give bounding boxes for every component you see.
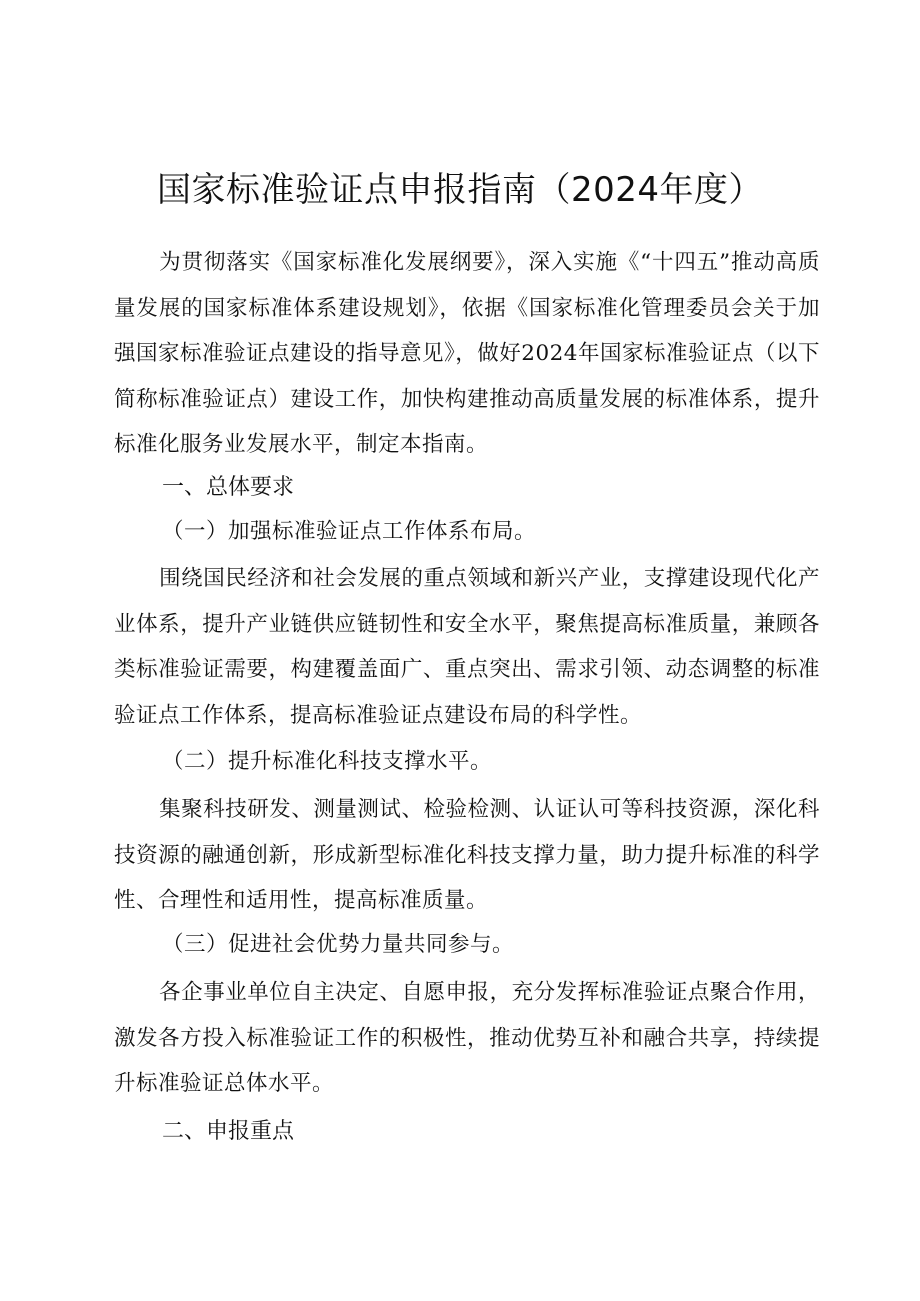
section-heading-application-focus: 二、申报重点 [162, 1119, 295, 1144]
subsection-paragraph-3: 各企事业单位自主决定、自愿申报，充分发挥标准验证点聚合作用，激发各方投入标准验证工作的积极性，推动优势互补和融合共享，持续提升标准验证总体水平。 [114, 980, 820, 1096]
intro-paragraph: 为贯彻落实《国家标准化发展纲要》，深入实施《“十四五”推动高质量发展的国家标准体系建设规划》，依据《国家标准化管理委员会关于加强国家标准验证点建设的指导意见》，做好2024年国家标准验证点（以下简称标准验证点）建设工作，加快构建推动高质量发展的标准体系，提升标准化服务业发展水平，制定本指南。 [114, 250, 820, 457]
subsection-title-1: （一）加强标准验证点工作体系布局。 [162, 519, 537, 544]
section-heading-general-requirements: 一、总体要求 [162, 475, 295, 500]
subsection-paragraph-2: 集聚科技研发、测量测试、检验检测、认证认可等科技资源，深化科技资源的融通创新，形成新型标准化科技支撑力量，助力提升标准的科学性、合理性和适用性，提高标准质量。 [114, 797, 820, 913]
document-title: 国家标准验证点申报指南（2024年度） [156, 170, 764, 210]
subsection-title-2: （二）提升标准化科技支撑水平。 [162, 749, 493, 774]
subsection-paragraph-1: 围绕国民经济和社会发展的重点领域和新兴产业，支撑建设现代化产业体系，提升产业链供应链韧性和安全水平，聚焦提高标准质量，兼顾各类标准验证需要，构建覆盖面广、重点突出、需求引领、动态调整的标准验证点工作体系，提高标准验证点建设布局的科学性。 [114, 566, 820, 728]
subsection-title-3: （三）促进社会优势力量共同参与。 [162, 932, 515, 957]
